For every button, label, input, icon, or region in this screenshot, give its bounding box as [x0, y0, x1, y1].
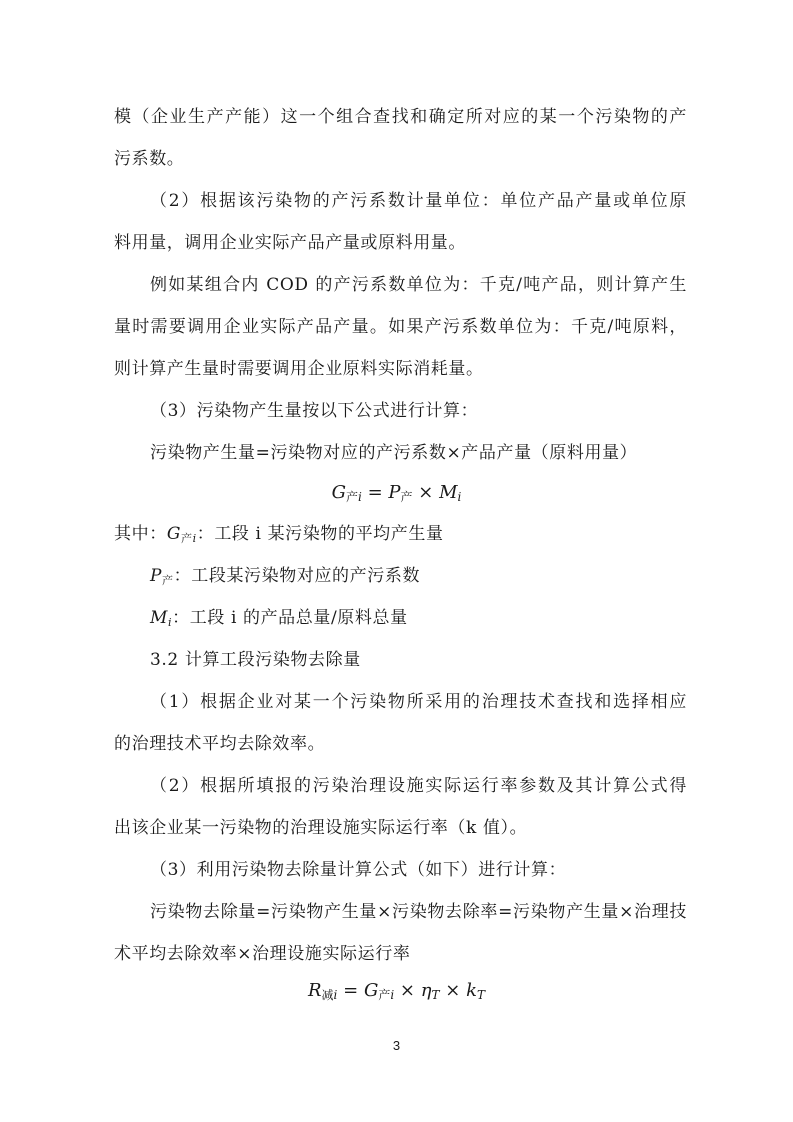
symbol-m: $M_i$ [150, 608, 173, 629]
paragraph-line: （2）根据该污染物的产污系数计量单位：单位产品产量或单位原 [150, 191, 687, 211]
where-line [150, 607, 687, 634]
section-heading: 3.2 计算工段污染物去除量 [150, 650, 361, 670]
paragraph-line: 出该企业某一污染物的治理设施实际运行率（k 值）。 [114, 818, 528, 838]
where-text: ：工段 i 的产品总量/原料总量 [172, 608, 408, 628]
paragraph-line: 污系数。 [114, 149, 185, 169]
where-line [114, 523, 687, 550]
where-prefix: 其中： [114, 524, 167, 544]
paragraph-line: 则计算产生量时需要调用企业原料实际消耗量。 [114, 359, 484, 379]
formula-removal: $R_{减i} = G_{产i} \times \eta_T \times k_T$ [307, 980, 486, 1002]
paragraph-line: （1）根据企业对某一个污染物所采用的治理技术查找和选择相应 [150, 692, 687, 712]
formula-production: $G_{产i} = P_产 \times M_i$ [331, 482, 462, 504]
paragraph-line: （2）根据所填报的污染治理设施实际运行率参数及其计算公式得 [150, 776, 687, 796]
paragraph-line: 量时需要调用企业实际产品产量。如果产污系数单位为：千克/吨原料， [114, 317, 687, 337]
where-text: ：工段 i 某污染物的平均产生量 [196, 524, 444, 544]
paragraph-line: （3）污染物产生量按以下公式进行计算： [150, 401, 479, 421]
paragraph-line: 污染物去除量=污染物产生量×污染物去除率=污染物产生量×治理技 [150, 902, 687, 922]
paragraph-line: 料用量，调用企业实际产品产量或原料用量。 [114, 233, 466, 253]
page-number: 3 [392, 1038, 401, 1053]
where-text: ：工段某污染物对应的产污系数 [173, 566, 421, 586]
paragraph-line: （3）利用污染物去除量计算公式（如下）进行计算： [150, 860, 567, 880]
paragraph-line: 的治理技术平均去除效率。 [114, 734, 326, 754]
symbol-p-production: $P_产$ [150, 566, 174, 587]
symbol-g-production: $G_{产i}$ [166, 524, 197, 545]
paragraph-line: 例如某组合内 COD 的产污系数单位为：千克/吨产品，则计算产生 [150, 275, 687, 295]
paragraph-line: 污染物产生量=污染物对应的产污系数×产品产量（原料用量） [150, 443, 638, 463]
paragraph-line: 术平均去除效率×治理设施实际运行率 [114, 944, 411, 964]
where-line [150, 565, 687, 592]
paragraph-line: 模（企业生产产能）这一个组合查找和确定所对应的某一个污染物的产 [114, 107, 687, 127]
